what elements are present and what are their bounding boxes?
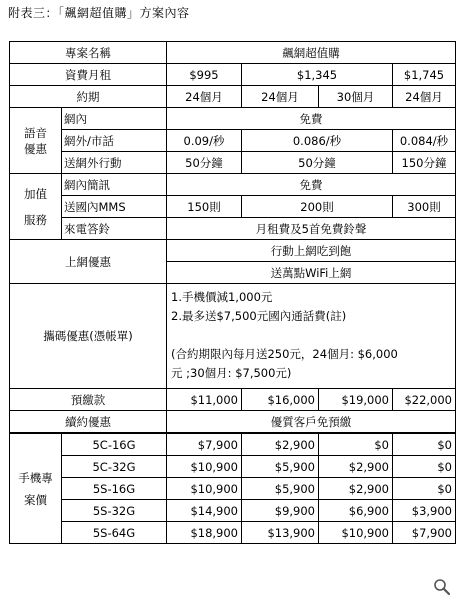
row-renewal xyxy=(10,411,456,434)
renewal-label: 續約優惠 xyxy=(10,411,167,434)
phone-price: $10,900 xyxy=(319,522,393,544)
row-phone xyxy=(10,456,456,478)
phone-model: 5S-32G xyxy=(62,500,167,522)
offnet-cell: 0.084/秒 xyxy=(393,130,456,152)
row-prepay xyxy=(10,389,456,411)
row-monthly-fee xyxy=(10,64,456,86)
phone-price: $0 xyxy=(393,478,456,500)
phone-price: $0 xyxy=(319,433,393,456)
row-period xyxy=(10,86,456,108)
phone-model: 5S-16G xyxy=(62,478,167,500)
phone-price: $0 xyxy=(393,456,456,478)
phone-category: 手機專 案價 xyxy=(10,433,62,544)
phone-price: $18,900 xyxy=(167,522,242,544)
prepay-cell: $19,000 xyxy=(319,389,393,411)
mms-cell: 300則 xyxy=(393,196,456,218)
row-phone xyxy=(10,478,456,500)
plan-name-value: 飆網超值購 xyxy=(167,42,456,64)
free-minutes-cell: 150分鐘 xyxy=(393,152,456,174)
prepay-cell: $22,000 xyxy=(393,389,456,411)
row-internet-1 xyxy=(10,240,456,262)
free-minutes-cell: 50分鐘 xyxy=(167,152,242,174)
internet-label: 上網優惠 xyxy=(10,240,167,284)
page-title: 附表三：「飆網超值購」方案內容 xyxy=(8,6,190,20)
phone-price: $10,900 xyxy=(167,478,242,500)
period-cell: 30個月 xyxy=(319,86,393,108)
phone-price: $0 xyxy=(393,433,456,456)
offnet-cell: 0.086/秒 xyxy=(242,130,393,152)
phone-price: $14,900 xyxy=(167,500,242,522)
phone-price: $6,900 xyxy=(319,500,393,522)
fee-cell: $1,745 xyxy=(393,64,456,86)
phone-price: $5,900 xyxy=(242,456,319,478)
offnet-label: 網外/市話 xyxy=(62,130,167,152)
portability-label: 攜碼優惠(憑帳單) xyxy=(10,284,167,389)
plan-name-label: 專案名稱 xyxy=(10,42,167,64)
row-voice-offnet xyxy=(10,130,456,152)
fee-cell: $1,345 xyxy=(242,64,393,86)
phone-price: $2,900 xyxy=(319,478,393,500)
prepay-label: 預繳款 xyxy=(10,389,167,411)
offnet-cell: 0.09/秒 xyxy=(167,130,242,152)
ringtone-value: 月租費及5首免費鈴聲 xyxy=(167,218,456,240)
period-cell: 24個月 xyxy=(242,86,319,108)
prepay-cell: $16,000 xyxy=(242,389,319,411)
renewal-value: 優質客戶免預繳 xyxy=(167,411,456,434)
free-minutes-cell: 50分鐘 xyxy=(242,152,393,174)
portability-line: (合約期限內每月送250元，24個月: $6,000 xyxy=(171,347,398,361)
internet-line: 送萬點WiFi上網 xyxy=(167,262,456,284)
fee-label: 資費月租 xyxy=(10,64,167,86)
period-label: 約期 xyxy=(10,86,167,108)
ringtone-label: 來電答鈴 xyxy=(62,218,167,240)
row-phone xyxy=(10,500,456,522)
plan-table xyxy=(9,41,456,544)
mms-cell: 200則 xyxy=(242,196,393,218)
phone-model: 5C-32G xyxy=(62,456,167,478)
phone-price: $7,900 xyxy=(393,522,456,544)
row-vas-mms xyxy=(10,196,456,218)
row-voice-onnet xyxy=(10,108,456,130)
onnet-value: 免費 xyxy=(167,108,456,130)
portability-spacer xyxy=(171,326,451,345)
magnifier-icon-svg xyxy=(433,578,451,596)
row-plan-name xyxy=(10,42,456,64)
prepay-cell: $11,000 xyxy=(167,389,242,411)
row-phone xyxy=(10,522,456,544)
phone-price: $7,900 xyxy=(167,433,242,456)
vas-category: 加值 服務 xyxy=(10,174,62,240)
phone-model: 5S-64G xyxy=(62,522,167,544)
period-cell: 24個月 xyxy=(393,86,456,108)
phone-model: 5C-16G xyxy=(62,433,167,456)
magnifier-icon[interactable] xyxy=(433,578,451,596)
onnet-label: 網內 xyxy=(62,108,167,130)
row-vas-sms xyxy=(10,174,456,196)
phone-price: $13,900 xyxy=(242,522,319,544)
row-portability xyxy=(10,284,456,389)
phone-price: $9,900 xyxy=(242,500,319,522)
period-cell: 24個月 xyxy=(167,86,242,108)
portability-line: 1.手機價減1,000元 xyxy=(171,290,273,304)
phone-price: $2,900 xyxy=(319,456,393,478)
phone-price: $5,900 xyxy=(242,478,319,500)
voice-category: 語音 優惠 xyxy=(10,108,62,174)
fee-cell: $995 xyxy=(167,64,242,86)
phone-price: $3,900 xyxy=(393,500,456,522)
phone-price: $10,900 xyxy=(167,456,242,478)
row-vas-ring xyxy=(10,218,456,240)
mms-label: 送國內MMS xyxy=(62,196,167,218)
sms-value: 免費 xyxy=(167,174,456,196)
internet-line: 行動上網吃到飽 xyxy=(167,240,456,262)
portability-line: 元 ;30個月: $7,500元) xyxy=(171,366,292,380)
phone-price: $2,900 xyxy=(242,433,319,456)
portability-line: 2.最多送$7,500元國內通話費(註) xyxy=(171,309,347,323)
mms-cell: 150則 xyxy=(167,196,242,218)
free-minutes-label: 送網外行動 xyxy=(62,152,167,174)
row-voice-free xyxy=(10,152,456,174)
sms-label: 網內簡訊 xyxy=(62,174,167,196)
portability-detail xyxy=(167,284,456,389)
row-phone xyxy=(10,433,456,456)
